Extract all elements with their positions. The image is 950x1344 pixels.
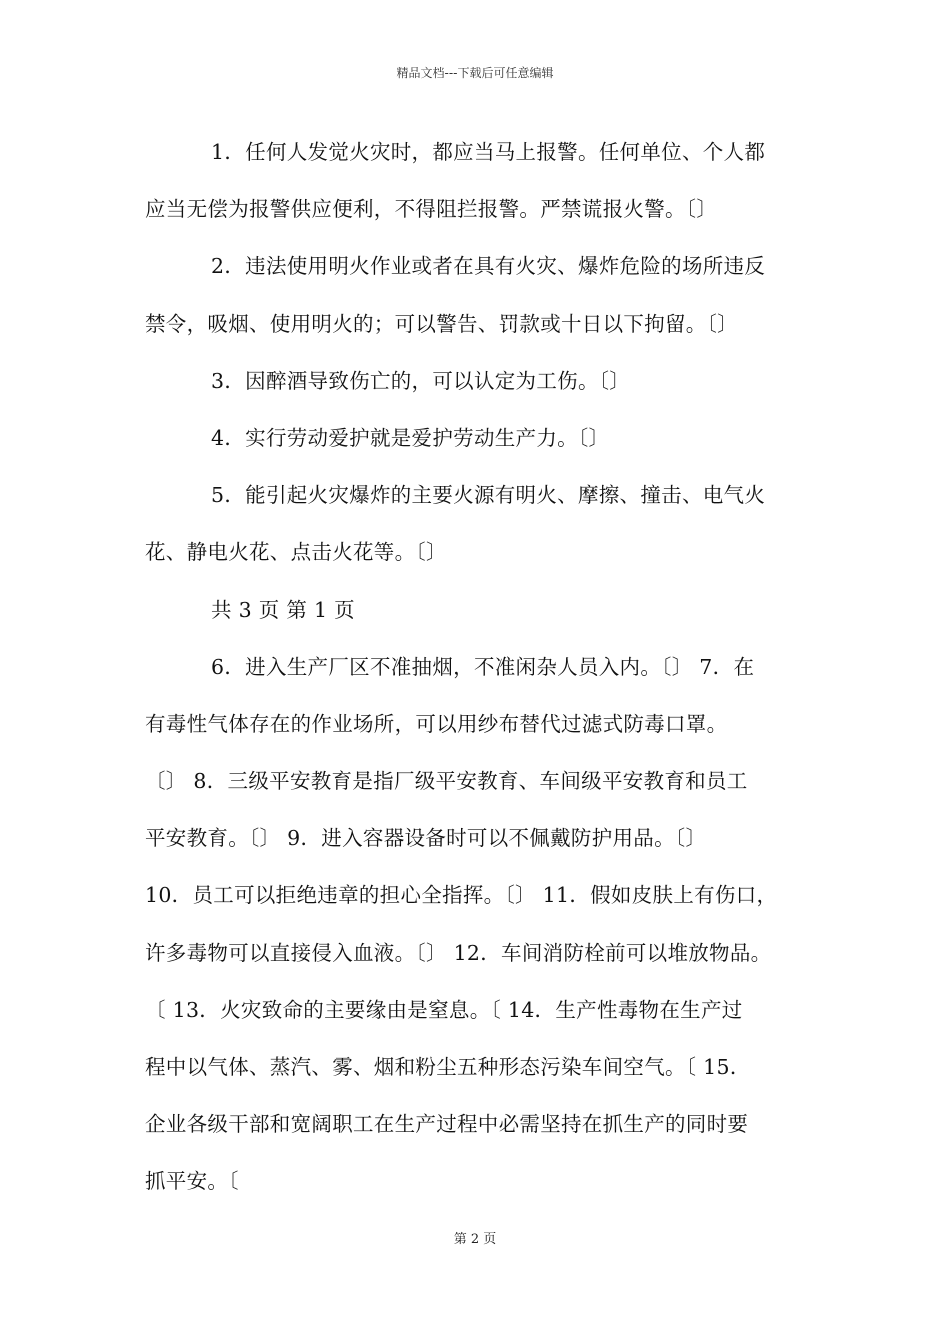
text-line: 〔〕 8．三级平安教育是指厂级平安教育、车间级平安教育和员工 [145,769,748,794]
page-header: 精品文档---下载后可任意编辑 [396,66,554,80]
text-line: 企业各级干部和宽阔职工在生产过程中必需坚持在抓生产的同时要 [145,1112,749,1137]
text-line: 抓平安。〔 [145,1169,239,1194]
document-body [145,124,817,1211]
text-line: 〔 13．火灾致命的主要缘由是窒息。〔 14．生产性毒物在生产过 [145,997,743,1022]
text-line: 应当无偿为报警供应便利，不得阻拦报警。严禁谎报火警。〔〕 [145,197,718,222]
text-line: 3．因醉酒导致伤亡的，可以认定为工伤。〔〕 [211,368,631,393]
text-line: 4．实行劳动爱护就是爱护劳动生产力。〔〕 [211,425,610,450]
text-line: 许多毒物可以直接侵入血液。〔〕 12．车间消防栓前可以堆放物品。 [145,940,772,965]
text-line: 10．员工可以拒绝违章的担心全指挥。〔〕 11．假如皮肤上有伤口， [145,883,778,908]
text-line: 5．能引起火灾爆炸的主要火源有明火、摩擦、撞击、电气火 [211,483,766,508]
text-line: 禁令，吸烟、使用明火的；可以警告、罚款或十日以下拘留。〔〕 [145,311,738,336]
text-line: 有毒性气体存在的作业场所，可以用纱布替代过滤式防毒口罩。 [145,711,728,736]
text-line: 2．违法使用明火作业或者在具有火灾、爆炸危险的场所违反 [211,254,766,279]
page-footer: 第 2 页 [453,1232,497,1247]
text-line: 1．任何人发觉火灾时，都应当马上报警。任何单位、个人都 [211,140,766,164]
text-line: 平安教育。〔〕 9．进入容器设备时可以不佩戴防护用品。〔〕 [145,826,707,851]
text-line: 花、静电火花、点击火花等。〔〕 [145,540,447,565]
page-count-line: 共 3 页 第 1 页 [211,597,355,622]
text-line: 6．进入生产厂区不准抽烟，不准闲杂人员入内。〔〕 7．在 [211,654,755,679]
text-line: 程中以气体、蒸汽、雾、烟和粉尘五种形态污染车间空气。〔 15． [145,1055,751,1079]
